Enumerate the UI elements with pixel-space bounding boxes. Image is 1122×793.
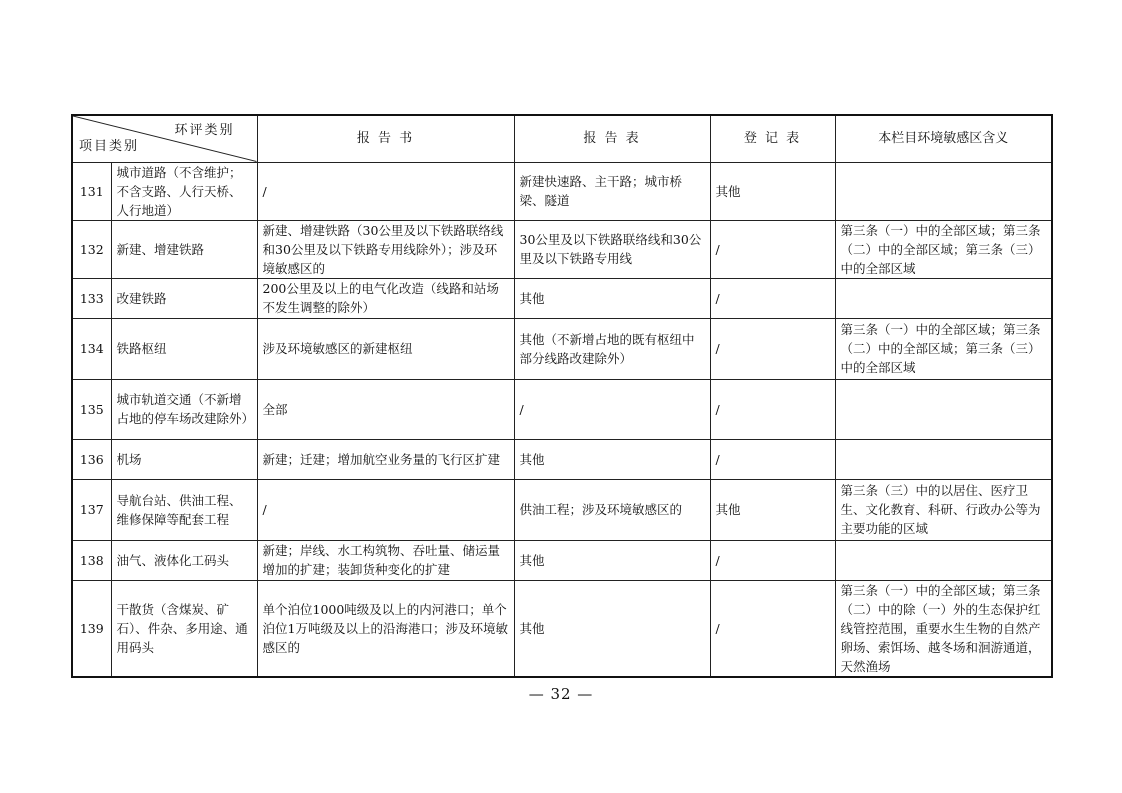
table-row — [72, 540, 1052, 580]
project-category: 城市道路（不含维护；不含支路、人行天桥、人行地道） — [111, 162, 257, 220]
report-book-cell: 涉及环境敏感区的新建枢纽 — [257, 318, 514, 379]
row-number: 138 — [72, 540, 111, 580]
project-category: 干散货（含煤炭、矿石）、件杂、多用途、通用码头 — [111, 580, 257, 677]
diagonal-header-cell — [72, 115, 257, 162]
report-form-cell: 30公里及以下铁路联络线和30公里及以下铁路专用线 — [514, 220, 710, 278]
table-row — [72, 580, 1052, 677]
table-row — [72, 379, 1052, 439]
report-book-cell: / — [257, 479, 514, 540]
report-form-cell: 供油工程；涉及环境敏感区的 — [514, 479, 710, 540]
sensitive-area-cell: 第三条（一）中的全部区域；第三条（二）中的全部区域；第三条（三）中的全部区域 — [835, 318, 1052, 379]
table-row — [72, 318, 1052, 379]
col-header-register: 登 记 表 — [710, 115, 835, 162]
table-row — [72, 439, 1052, 479]
register-cell: / — [710, 379, 835, 439]
classification-table — [71, 114, 1053, 678]
register-cell: / — [710, 318, 835, 379]
sensitive-area-cell — [835, 540, 1052, 580]
row-number: 139 — [72, 580, 111, 677]
report-form-cell: 其他 — [514, 439, 710, 479]
register-cell: / — [710, 278, 835, 318]
register-cell: / — [710, 220, 835, 278]
table-row — [72, 479, 1052, 540]
row-number: 131 — [72, 162, 111, 220]
report-book-cell: 200公里及以上的电气化改造（线路和站场不发生调整的除外） — [257, 278, 514, 318]
register-cell: / — [710, 580, 835, 677]
register-cell: / — [710, 540, 835, 580]
sensitive-area-cell — [835, 379, 1052, 439]
row-number: 132 — [72, 220, 111, 278]
sensitive-area-cell — [835, 439, 1052, 479]
project-category: 新建、增建铁路 — [111, 220, 257, 278]
sensitive-area-cell — [835, 278, 1052, 318]
sensitive-area-cell — [835, 162, 1052, 220]
report-form-cell: 其他 — [514, 580, 710, 677]
col-header-sensitive-area: 本栏目环境敏感区含义 — [835, 115, 1052, 162]
row-number: 135 — [72, 379, 111, 439]
project-category: 导航台站、供油工程、维修保障等配套工程 — [111, 479, 257, 540]
corner-top-label: 环评类别 — [174, 123, 235, 138]
row-number: 133 — [72, 278, 111, 318]
register-cell: 其他 — [710, 479, 835, 540]
table-row — [72, 220, 1052, 278]
project-category: 油气、液体化工码头 — [111, 540, 257, 580]
report-form-cell: 其他 — [514, 278, 710, 318]
report-form-cell: 其他 — [514, 540, 710, 580]
row-number: 136 — [72, 439, 111, 479]
project-category: 城市轨道交通（不新增占地的停车场改建除外） — [111, 379, 257, 439]
sensitive-area-cell: 第三条（一）中的全部区域；第三条（二）中的除（一）外的生态保护红线管控范围，重要水生生物的自然产卵场、索饵场、越冬场和洄游通道，天然渔场 — [835, 580, 1052, 677]
register-cell: / — [710, 439, 835, 479]
table-row — [72, 162, 1052, 220]
table-row — [72, 278, 1052, 318]
report-book-cell: 单个泊位1000吨级及以上的内河港口；单个泊位1万吨级及以上的沿海港口；涉及环境敏感区的 — [257, 580, 514, 677]
corner-bottom-label: 项目类别 — [79, 138, 140, 154]
report-book-cell: 新建、增建铁路（30公里及以下铁路联络线和30公里及以下铁路专用线除外）；涉及环境敏感区的 — [257, 220, 514, 278]
page-number: — 32 — — [528, 685, 594, 703]
row-number: 134 — [72, 318, 111, 379]
report-book-cell: 新建；岸线、水工构筑物、吞吐量、储运量增加的扩建；装卸货种变化的扩建 — [257, 540, 514, 580]
report-book-cell: / — [257, 162, 514, 220]
col-header-report-book: 报 告 书 — [257, 115, 514, 162]
project-category: 改建铁路 — [111, 278, 257, 318]
report-book-cell: 全部 — [257, 379, 514, 439]
project-category: 机场 — [111, 439, 257, 479]
sensitive-area-cell: 第三条（一）中的全部区域；第三条（二）中的全部区域；第三条（三）中的全部区域 — [835, 220, 1052, 278]
sensitive-area-cell: 第三条（三）中的以居住、医疗卫生、文化教育、科研、行政办公等为主要功能的区域 — [835, 479, 1052, 540]
report-form-cell: / — [514, 379, 710, 439]
col-header-report-form: 报 告 表 — [514, 115, 710, 162]
row-number: 137 — [72, 479, 111, 540]
report-book-cell: 新建；迁建；增加航空业务量的飞行区扩建 — [257, 439, 514, 479]
report-form-cell: 其他（不新增占地的既有枢纽中部分线路改建除外） — [514, 318, 710, 379]
header-row — [72, 115, 1052, 162]
report-form-cell: 新建快速路、主干路；城市桥梁、隧道 — [514, 162, 710, 220]
register-cell: 其他 — [710, 162, 835, 220]
project-category: 铁路枢纽 — [111, 318, 257, 379]
